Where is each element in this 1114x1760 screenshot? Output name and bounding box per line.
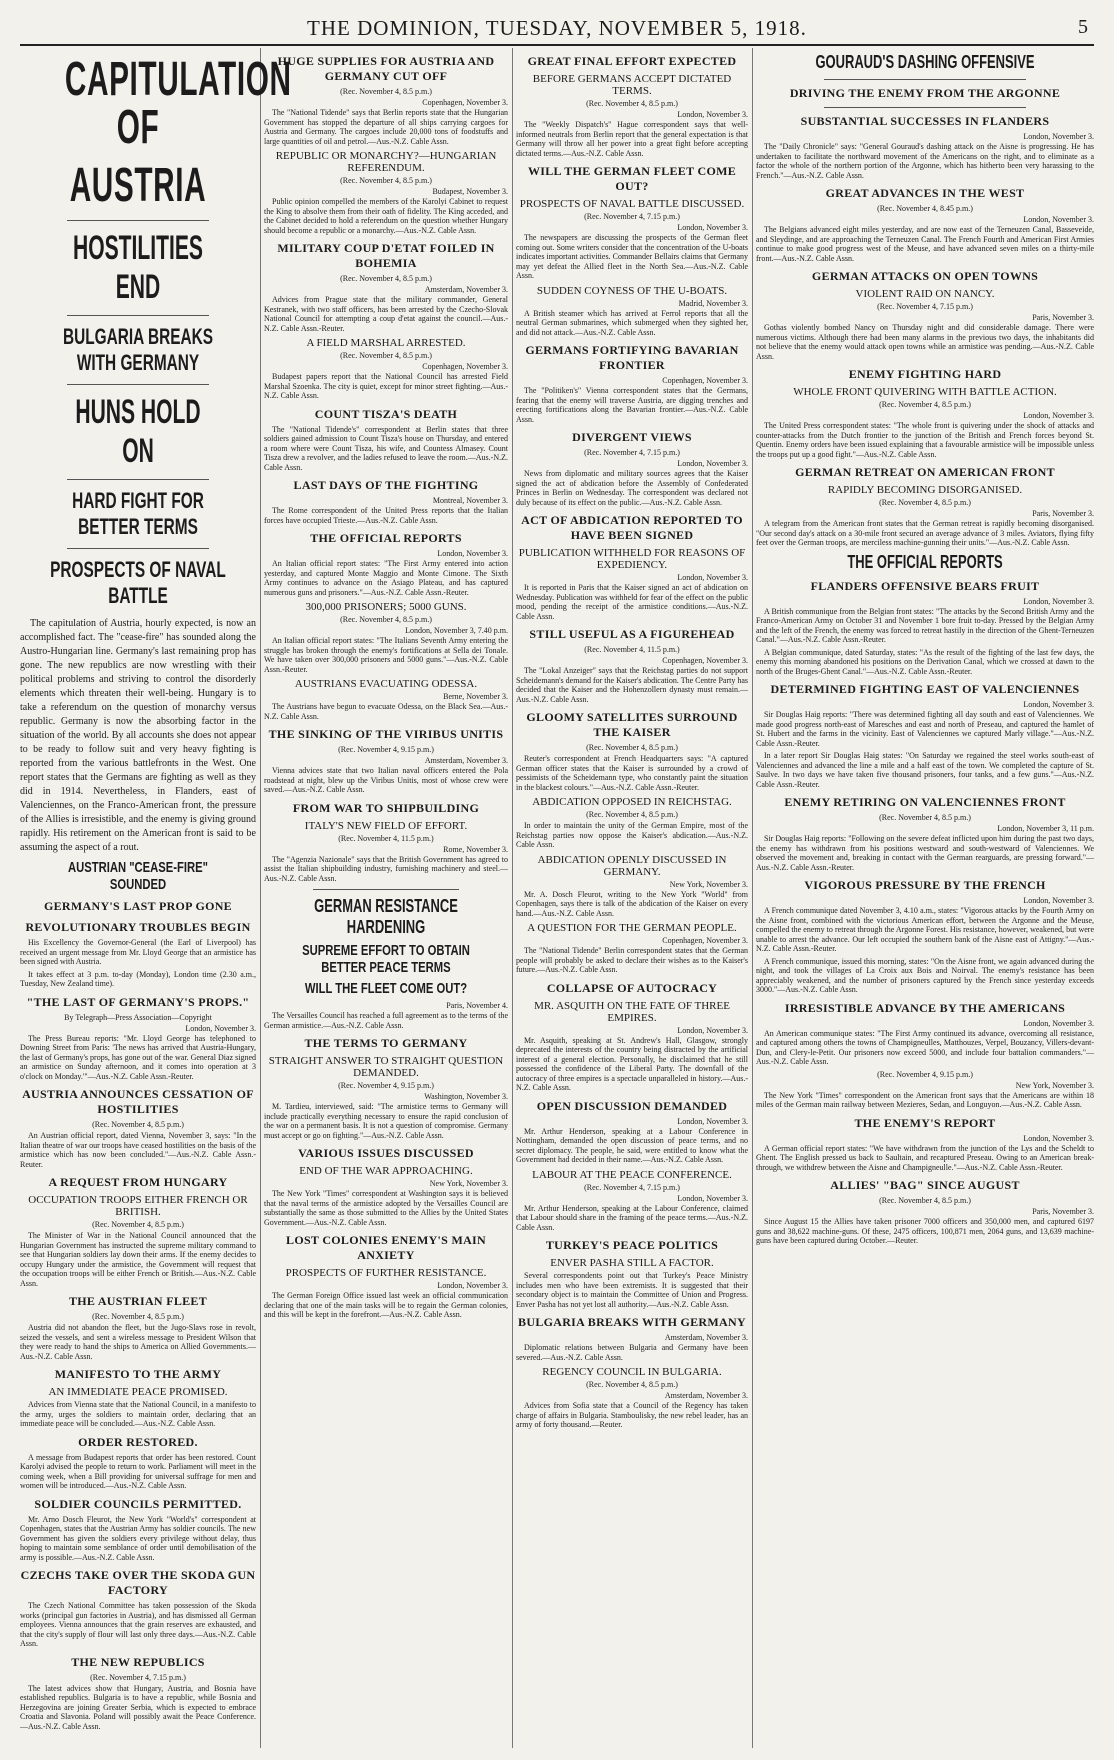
article-text: Austria did not abandon the fleet, but the Jugo-Slavs rose in revolt, seized the vessels, and sent a wireless message to President Wilson that they were ready to hand the ships to America on Allied Governments.—Aus.-N.Z. Cable Assn. <box>20 1323 256 1361</box>
subheading: TURKEY'S PEACE POLITICS <box>545 1238 719 1252</box>
masthead-title: THE DOMINION, TUESDAY, NOVEMBER 5, 1918. <box>307 16 807 40</box>
headline: PROSPECTS OF NAVAL BATTLE <box>50 557 226 608</box>
subheading: GLOOMY SATELLITES SURROUND THE KAISER <box>526 710 738 739</box>
subheading: AUSTRIA ANNOUNCES CESSATION OF HOSTILITIES <box>22 1087 254 1116</box>
article-text: It is reported in Paris that the Kaiser signed an act of abdication on Wednesday. Publication was withheld for fear of the effect on the public mood, pending the receipt of the armistice conditions.—Aus.-N.Z. Cable Assn. <box>516 583 748 621</box>
subheading: MANIFESTO TO THE ARMY <box>54 1367 222 1381</box>
article-text: The "National Tidende" says that Berlin reports state that the Hungarian Government has stopped the departure of all ships carrying cargoes for Austria and Germany. The cargoes include 20,000 tons of foodstuffs and large quantities of oil and petrol.—Aus.-N.Z. Cable Assn. <box>264 108 508 146</box>
divider <box>313 889 459 890</box>
subheading: HUGE SUPPLIES FOR AUSTRIA AND GERMANY CUT OFF <box>277 54 495 83</box>
dateline: (Rec. November 4, 8.5 p.m.) <box>340 274 432 283</box>
article-text: A Belgian communique, dated Saturday, states: "As the result of the fighting of the last few days, the enemy this morning abandoned his positions on the Derivation Canal, which we crossed at dawn to the north of the Bruges-Ghent Canal."—Aus.-N.Z. Cable Assn.-Reuter. <box>756 647 1094 676</box>
headline: HOSTILITIES END <box>72 229 204 306</box>
location-line: Amsterdam, November 3. <box>424 285 508 294</box>
article-text: An Italian official report states: "The First Army entered into action yesterday, and captured Monte Maggio and Monte Cimone. The Sixth Army continues to advance on the Asiago Plateau, and has captured numerous guns and prisoners."—Aus.-N.Z. Cable Assn.-Reuter. <box>264 559 508 597</box>
location-line: Copenhagen, November 3. <box>662 936 748 945</box>
subheading: GREAT FINAL EFFORT EXPECTED <box>527 54 737 68</box>
article-text: Mr. Asquith, speaking at St. Andrew's Hall, Glasgow, strongly deprecated the interests of the country being distracted by the artificial interest of a general election. Personally, he disclaimed that he still possessed the confidence of the Liberal Party. The downfall of the autocracy of three empires is a spectacle unparalleled in history.—Aus.-N.Z. Cable Assn. <box>516 1035 748 1092</box>
article-text: The Minister of War in the National Council announced that the Hungarian Government has instructed the supreme military command to see that Hungarian soldiers lay down their arms. If the enemy decides to occupy Hungary under the armistice, the Government will request that the occupation troops will be either French or British.—Aus.-N.Z. Cable Assn. <box>20 1231 256 1288</box>
article-text: The Czech National Committee has taken possession of the Skoda works (principal gun factories in Austria), and has dismissed all German employees. Vienna announces that the grain reserves are exhausted, and that the city's supply of flour will last only three days.—Aus.-N.Z. Cable Assn. <box>20 1601 256 1648</box>
masthead <box>20 14 1094 46</box>
subheading: IRRESISTIBLE ADVANCE BY THE AMERICANS <box>784 1000 1066 1015</box>
subheading: THE OFFICIAL REPORTS <box>310 531 462 545</box>
article-text: Advices from Sofia state that a Council of the Regency has taken charge of affairs in Bulgaria. Stamboulisky, the new rebel leader, has an army of forty thousand.—Reuter. <box>516 1401 748 1429</box>
subheading: THE AUSTRIAN FLEET <box>68 1294 208 1308</box>
dateline: (Rec. November 4, 8.5 p.m.) <box>92 1312 184 1321</box>
article-text: Several correspondents point out that Turkey's Peace Ministry includes men who have been extremists. It is suggested that their secondary object is to maintain the Committee of Union and Progress. Enver Pasha has not yet lost all authority.—Aus.-N.Z. Cable Assn. <box>516 1271 748 1309</box>
location-line: Rome, November 3. <box>443 844 508 854</box>
column-4 <box>756 48 1094 1748</box>
location-line: Paris, November 3. <box>1032 313 1094 322</box>
article-text: Advices from Vienna state that the National Council, in a manifesto to the army, urges the soldiers to maintain order, declaring that an immediate peace will be concluded.—Aus.-N.Z. Cable Assn. <box>20 1400 256 1428</box>
article-text: Since August 15 the Allies have taken prisoner 7000 officers and 350,000 men, and captured 6197 guns and 38,622 machine-guns. Of these, 2475 officers, 100,871 men, 2064 guns, and 13,639 machine-guns have been captured during October.—Reuter. <box>756 1217 1094 1245</box>
location-line: Copenhagen, November 3. <box>422 98 508 107</box>
subheading: ENVER PASHA STILL A FACTOR. <box>550 1257 714 1269</box>
location-line: London, November 3. <box>1023 896 1094 905</box>
article-text: The Versailles Council has reached a full agreement as to the terms of the German armistice.—Aus.-N.Z. Cable Assn. <box>264 1011 508 1030</box>
article-text: A message from Budapest reports that order has been restored. Count Karolyi advised the people to return to work. Parliament will meet in the coming week, when a Bill providing for universal suffrage for men and women will be introduced.—Aus.-N.Z. Cable Assn. <box>20 1452 256 1490</box>
subheading: SUBSTANTIAL SUCCESSES IN FLANDERS <box>800 114 1050 128</box>
subheading: ENEMY FIGHTING HARD <box>848 367 1002 381</box>
subheading: MR. ASQUITH ON THE FATE OF THREE EMPIRES. <box>534 999 730 1024</box>
dateline: (Rec. November 4, 9.15 p.m.) <box>338 745 434 754</box>
subheading: ABDICATION OPENLY DISCUSSED IN GERMANY. <box>537 853 727 878</box>
location-line: Copenhagen, November 3. <box>662 656 748 665</box>
article-text: A British steamer which has arrived at Ferrol reports that all the neutral German submarines, which submerged when they sighted her, and did not attack.—Aus.-N.Z. Cable Assn. <box>516 308 748 337</box>
dateline: (Rec. November 4, 8.5 p.m.) <box>586 810 678 819</box>
divider <box>67 548 209 549</box>
subheading: COUNT TISZA'S DEATH <box>314 406 458 421</box>
subheading: GERMANY'S LAST PROP GONE <box>43 899 232 913</box>
dateline: (Rec. November 4, 8.5 p.m.) <box>879 400 971 409</box>
dateline: (Rec. November 4, 8.5 p.m.) <box>586 99 678 108</box>
subheading: DETERMINED FIGHTING EAST OF VALENCIENNES <box>770 682 1080 696</box>
subheading: PROSPECTS OF NAVAL BATTLE DISCUSSED. <box>519 198 745 210</box>
location-line: London, November 3. <box>677 110 748 119</box>
dateline: (Rec. November 4, 8.5 p.m.) <box>92 1220 184 1229</box>
location-line: London, November 3. <box>1023 411 1094 420</box>
headline: THE OFFICIAL REPORTS <box>847 551 1003 572</box>
location-line: London, November 3. <box>1023 700 1094 709</box>
location-line: London, November 3. <box>677 1193 748 1203</box>
subheading: WHOLE FRONT QUIVERING WITH BATTLE ACTION. <box>793 386 1057 398</box>
subheading: THE TERMS TO GERMANY <box>304 1036 468 1050</box>
article-text: The "Politiken's" Vienna correspondent states that the Germans, fearing that the enemy will traverse Austria, are digging trenches and erecting fortifications along the Bavarian frontier.—Aus.-N.Z. Cable Assn. <box>516 386 748 424</box>
divider <box>824 79 1027 80</box>
article-text: Mr. A. Dosch Fleurot, writing to the New York "World" from Copenhagen, says there is talk of the abdication of the Kaiser on every hand.—Aus.-N.Z. Cable Assn. <box>516 889 748 918</box>
subheading: SUDDEN COYNESS OF THE U-BOATS. <box>536 284 728 297</box>
article-text: A British communique from the Belgian front states: "The attacks by the Second British Army and the Franco-American Army on October 31 and November 1 bore fruit to-day. Pressed by the Belgian Army and the left of the French, the enemy was forced to retreat hastily in the direction of the Ghent-Terneuzen Canal."—Aus.-N.Z. Cable Assn.-Reuter. <box>756 606 1094 644</box>
subheading: ENEMY RETIRING ON VALENCIENNES FRONT <box>784 795 1066 809</box>
subheading: OPEN DISCUSSION DEMANDED <box>536 1098 728 1113</box>
article-text: A French communique, issued this morning, states: "On the Aisne front, we again advanced during the night, and took the villages of La Croix aux Bois and Noirval. The enemy's resistance has been appreciably weakened, and the number of prisoners captured by the French since yesterday exceeds 3000."—Aus.-N.Z. Cable Assn. <box>756 956 1094 994</box>
location-line: London, November 3. <box>677 1025 748 1035</box>
location-line: Paris, November 3. <box>1032 509 1094 518</box>
dateline: (Rec. November 4, 8.5 p.m.) <box>586 1380 678 1389</box>
dateline: (Rec. November 4, 7.15 p.m.) <box>90 1672 186 1682</box>
article-text: The New York "Times" correspondent at Washington says it is believed that the naval terms of the armistice adopted by the Versailles Council are substantially the same as those submitted to the Allies by the United States Government.—Aus.-N.Z. Cable Assn. <box>264 1189 508 1227</box>
subheading: THE SINKING OF THE VIRIBUS UNITIS <box>268 727 504 741</box>
subheading: FROM WAR TO SHIPBUILDING <box>292 800 480 815</box>
subheading: GREAT ADVANCES IN THE WEST <box>825 186 1025 200</box>
article-text: Vienna advices state that two Italian naval officers entered the Pola roadstead at night, blew up the Viribus Unitis, most of whose crew were saved.—Aus.-N.Z. Cable Assn. <box>264 766 508 794</box>
location-line: Berne, November 3. <box>443 692 508 701</box>
article-text: The New York "Times" correspondent on the American front says that the Americans are within 18 miles of the German main railway between Mezieres, Sedan, and Longuyon.—Aus.-N.Z. Cable Assn. <box>756 1090 1094 1109</box>
subheading: A FIELD MARSHAL ARRESTED. <box>306 337 466 349</box>
subheading: STRAIGHT ANSWER TO STRAIGHT QUESTION DEMANDED. <box>268 1055 504 1079</box>
subheading: GERMAN RETREAT ON AMERICAN FRONT <box>795 465 1055 479</box>
location-line: London, November 3. <box>677 573 748 582</box>
dateline: (Rec. November 4, 8.5 p.m.) <box>879 498 971 507</box>
column-1 <box>20 48 292 1748</box>
dateline: (Rec. November 4, 8.5 p.m.) <box>92 1120 184 1129</box>
subheading: ACT OF ABDICATION REPORTED TO HAVE BEEN SIGNED <box>521 513 743 542</box>
location-line: Copenhagen, November 3. <box>662 376 748 385</box>
subheading: COLLAPSE OF AUTOCRACY <box>546 980 718 995</box>
article-text: Sir Douglas Haig reports: "There was determined fighting all day south and east of Valenciennes. We made good progress north-east of Maresches and east and north of Preseau, and captured the hamlet of St. Hubert and the farms in the vicinity. East of Valenciennes we captured Marly village."—Aus.-N.Z. Cable Assn.-Reuter. <box>756 710 1094 748</box>
article-text: Diplomatic relations between Bulgaria and Germany have been severed.—Aus.-N.Z. Cable Assn. <box>516 1343 748 1362</box>
location-line: London, November 3. <box>677 223 748 232</box>
location-line: Paris, November 4. <box>446 1001 508 1010</box>
headline: BULGARIA BREAKS WITH GERMANY <box>62 324 213 375</box>
subheading: MILITARY COUP D'ETAT FOILED IN BOHEMIA <box>277 241 495 270</box>
dateline: (Rec. November 4, 8.5 p.m.) <box>879 813 971 822</box>
column-rule <box>512 48 513 1748</box>
subheading: VARIOUS ISSUES DISCUSSED <box>298 1146 474 1160</box>
subheading: "THE LAST OF GERMANY'S PROPS." <box>26 994 250 1009</box>
dateline: (Rec. November 4, 8.5 p.m.) <box>340 615 432 624</box>
location-line: Madrid, November 3. <box>678 298 748 308</box>
column-2 <box>264 48 508 1748</box>
location-line: London, November 3, 7.40 p.m. <box>405 626 508 635</box>
article-text: Budapest papers report that the National Council has arrested Field Marshal Szoenka. The city is quiet, except for minor street fighting.—Aus.-N.Z. Cable Assn. <box>264 372 508 400</box>
location-line: New York, November 3. <box>429 1179 508 1188</box>
location-line: Paris, November 3. <box>1032 1207 1094 1216</box>
location-line: London, November 3. <box>185 1023 256 1033</box>
article-text: The "National Tidende" Berlin correspondent states that the German people will probably be asked to declare their wishes as to the Kaiser's future.—Aus.-N.Z. Cable Assn. <box>516 946 748 974</box>
subheading: GERMAN ATTACKS ON OPEN TOWNS <box>811 269 1039 283</box>
dateline: By Telegraph—Press Association—Copyright <box>64 1012 212 1022</box>
article-text: The "Weekly Dispatch's" Hague correspondent says that well-informed neutrals from Berlin report that the general expectation is that Germany will throw all her power into a great fight before accepting dictated terms.—Aus.-N.Z. Cable Assn. <box>516 120 748 158</box>
subheading: CZECHS TAKE OVER THE SKODA GUN FACTORY <box>20 1568 256 1597</box>
location-line: London, November 3. <box>677 459 748 468</box>
lead-paragraph: The capitulation of Austria, hourly expected, is now an accomplished fact. The "cease-fire" has sounded along the Austro-Hungarian line. Germany's last remaining prop has gone. The new republics are now wrestling with their political problems and striving to control the disorderly elements which threaten their well-being. Hungary is to take a referendum on the question of monarchy versus republic. Germany is now the absorbing factor in the situation of the world. By all accounts she does not appear to be ready to follow suit and very heavy fighting is reported from the various battlefronts in the West. One report states that the Germans are fighting as well as they did in 1914. Nevertheless, in Flanders, east of Valenciennes, on the Franco-American front, the pressure of the Allies is irresistible, and the enemy is giving ground rapidly. His retirement on the American front is said to be assuming the aspect of a rout. <box>20 618 256 853</box>
location-line: London, November 3. <box>1023 215 1094 224</box>
dateline: (Rec. November 4, 11.5 p.m.) <box>338 833 434 843</box>
subheading: 300,000 PRISONERS; 5000 GUNS. <box>305 601 467 613</box>
subheading: A REQUEST FROM HUNGARY <box>48 1175 228 1189</box>
headline: CAPITULATION OF <box>64 53 292 154</box>
article-text: The Austrians have begun to evacuate Odessa, on the Black Sea.—Aus.-N.Z. Cable Assn. <box>264 702 508 721</box>
headline: GOURAUD'S DASHING OFFENSIVE <box>815 52 1035 72</box>
article-text: Advices from Prague state that the military commander, General Kestranek, with two staff officers, has been arrested by the Czecho-Slovak National Council for attempting a coup d'etat against the council.—Aus.-N.Z. Cable Assn.-Reuter. <box>264 295 508 333</box>
location-line: London, November 3. <box>677 1116 748 1126</box>
article-text: Gothas violently bombed Nancy on Thursday night and did considerable damage. There were numerous victims. Although there had been many alarms in the previous two days, the inhabitants did not believe that the enemy would attack open towns while an armistice was pending.—Aus.-N.Z. Cable Assn. <box>756 323 1094 361</box>
subheading: BULGARIA BREAKS WITH GERMANY <box>518 1315 746 1329</box>
article-text: The "Lokal Anzeiger" says that the Reichstag parties do not support Scheidemann's demand for the Kaiser's abdication. The Centre Party has decided that the Kaiser and the Hohenzollern dynasty must remain.—Aus.-N.Z. Cable Assn. <box>516 666 748 704</box>
headline: GERMAN RESISTANCE HARDENING <box>314 896 458 937</box>
divider <box>67 220 209 221</box>
location-line: London, November 3. <box>437 549 508 558</box>
location-line: London, November 3. <box>1023 132 1094 141</box>
section-heading: AUSTRIAN "CEASE-FIRE" SOUNDED <box>67 859 209 893</box>
dateline: (Rec. November 4, 9.15 p.m.) <box>877 1069 973 1079</box>
article-text: A telegram from the American front states that the German retreat is rapidly becoming disorganised. "Our second day's attack on a 30-mile front secured an average advance of 3 miles. Aviators, flying fifty feet over the German troops, are merciless machine-gunning their units."—Aus.-N.Z. Cable Assn. <box>756 519 1094 547</box>
subheading: AUSTRIANS EVACUATING ODESSA. <box>294 678 478 690</box>
dateline: (Rec. November 4, 7.15 p.m.) <box>584 448 680 457</box>
article-text: In order to maintain the unity of the German Empire, most of the Reichstag parties now oppose the Kaiser's abdication.—Aus.-N.Z. Cable Assn. <box>516 821 748 849</box>
subheading: ALLIES' "BAG" SINCE AUGUST <box>830 1178 1020 1192</box>
subheading: THE NEW REPUBLICS <box>71 1654 205 1669</box>
dateline: (Rec. November 4, 7.15 p.m.) <box>584 1182 680 1192</box>
subheading: STILL USEFUL AS A FIGUREHEAD <box>529 627 735 641</box>
article-text: News from diplomatic and military sources agrees that the Kaiser signed the act of abdication before the Assembly of Confederated Princes in Berlin on Wednesday. The correspondent was declared not duly because of its effect on the public.—Aus.-N.Z. Cable Assn. <box>516 469 748 507</box>
article-text: His Excellency the Governor-General (the Earl of Liverpool) has received an urgent message from Mr. Lloyd George that an armistice has been signed with Austria. <box>20 938 256 966</box>
subheading: PUBLICATION WITHHELD FOR REASONS OF EXPEDIENCY. <box>518 547 746 571</box>
page-number: 5 <box>1078 16 1088 38</box>
dateline: (Rec. November 4, 11.5 p.m.) <box>584 645 680 654</box>
subheading: LABOUR AT THE PEACE CONFERENCE. <box>532 1168 732 1181</box>
dateline: (Rec. November 4, 8.5 p.m.) <box>340 87 432 96</box>
location-line: London, November 3. <box>1023 596 1094 606</box>
dateline: (Rec. November 4, 8.5 p.m.) <box>340 176 432 185</box>
article-text: An Austrian official report, dated Vienna, November 3, says: "In the Italian theatre of war our troops have ceased hostilities on the basis of the armistice which has now been concluded."—Aus.-N.Z. Cable Assn.-Reuter. <box>20 1131 256 1169</box>
divider <box>824 107 1027 108</box>
location-line: Copenhagen, November 3. <box>422 362 508 371</box>
subheading: REVOLUTIONARY TROUBLES BEGIN <box>25 920 251 934</box>
dateline: (Rec. November 4, 7.15 p.m.) <box>877 302 973 311</box>
divider <box>67 315 209 316</box>
location-line: Montreal, November 3. <box>432 496 508 505</box>
subheading: VIOLENT RAID ON NANCY. <box>855 288 995 300</box>
subheading: VIGOROUS PRESSURE BY THE FRENCH <box>804 878 1046 892</box>
dateline: (Rec. November 4, 8.5 p.m.) <box>340 351 432 360</box>
column-3 <box>516 48 748 1748</box>
location-line: Amsterdam, November 3. <box>664 1391 748 1400</box>
article-text: Mr. Arthur Henderson, speaking at the Labour Conference, claimed that Labour should share in the framing of the peace terms.—Aus.-N.Z. Cable Assn. <box>516 1203 748 1232</box>
subheading: LAST DAYS OF THE FIGHTING <box>293 478 479 492</box>
article-text: Sir Douglas Haig reports: "Following on the severe defeat inflicted upon him during the past two days, the enemy has withdrawn from his positions westward and south-westward of Valenciennes. We observed the movement and, breaking in contact with the German rearguards, are pressing forward."—Aus.-N.Z. Cable Assn.-Reuter. <box>756 834 1094 872</box>
dateline: (Rec. November 4, 8.5 p.m.) <box>586 743 678 752</box>
location-line: London, November 3. <box>1023 1018 1094 1028</box>
location-line: Budapest, November 3. <box>432 187 508 196</box>
subheading: RAPIDLY BECOMING DISORGANISED. <box>827 484 1023 496</box>
subheading: REGENCY COUNCIL IN BULGARIA. <box>542 1366 722 1378</box>
subheading: END OF THE WAR APPROACHING. <box>299 1165 473 1177</box>
location-line: London, November 3. <box>437 1281 508 1290</box>
article-text: The Press Bureau reports: "Mr. Lloyd George has telephoned to Downing Street from Paris: 'The news has arrived that Austria-Hungary, the last of Germany's props, has gone out of the war. General Diaz signed an armistice on Sunday afternoon, and it comes into operation at 3 o'clock on Monday.'"—Aus.-N.Z. Cable Assn.-Reuter. <box>20 1033 256 1081</box>
article-text: The newspapers are discussing the prospects of the German fleet coming out. Some writers consider that the concentration of the U-boats indicates important activities. Commander Bellairs claims that Germany may yet defeat the Allied fleet in the North Sea.—Aus.-N.Z. Cable Assn. <box>516 233 748 280</box>
divider <box>67 384 209 385</box>
location-line: Washington, November 3. <box>424 1092 508 1101</box>
subheading: SOLDIER COUNCILS PERMITTED. <box>34 1496 242 1511</box>
article-text: Mr. Arno Dosch Fleurot, the New York "World's" correspondent at Copenhagen, states that the Austrian Army has soldier councils. The new Government has given the soldiers every privilege without delay, thus hoping to maintain some semblance of order until demobilisation of the army is possible.—Aus.-N.Z. Cable Assn. <box>20 1514 256 1562</box>
article-text: Mr. Arthur Henderson, speaking at a Labour Conference in Nottingham, demanded the open discussion of peace terms, and no secret diplomacy. The people, he said, were entitled to know what the Government had decided in their name.—Aus.-N.Z. Cable Assn. <box>516 1126 748 1164</box>
article-text: The latest advices show that Hungary, Austria, and Bosnia have established republics. Bulgaria is to have a republic, while Bosnia and Herzegovina are joining Greater Serbia, which is expected to embrace Croatia and Slavonia. Poland will possibly await the Peace Conference.—Aus.-N.Z. Cable Assn. <box>20 1683 256 1731</box>
subheading: OCCUPATION TROOPS EITHER FRENCH OR BRITISH. <box>28 1194 248 1218</box>
article-text: An American communique states: "The First Army continued its advance, overcoming all resistance, and captured among others the towns of Champigneulles, Matthouzes, Verpel, Bouzancy, Villers-devant-Dun, and Clery-le-Petit. Our prisoners now exceed 5000, and include four battalion commanders."—Aus.-N.Z. Cable Assn. <box>756 1028 1094 1066</box>
location-line: Amsterdam, November 3. <box>664 1333 748 1342</box>
subheading: A QUESTION FOR THE GERMAN PEOPLE. <box>527 922 737 934</box>
article-text: An Italian official report states: "The Italians Seventh Army entering the struggle has broken through the enemy's fortifications at Sella dei Tonale. We have taken over 300,000 prisoners and 5000 guns."—Aus.-N.Z. Cable Assn.-Reuter. <box>264 636 508 674</box>
subheading: DIVERGENT VIEWS <box>572 430 692 444</box>
subheading: FLANDERS OFFENSIVE BEARS FRUIT <box>810 578 1040 593</box>
dateline: (Rec. November 4, 8.45 p.m.) <box>877 204 973 213</box>
article-text: The German Foreign Office issued last week an official communication declaring that one of the main tasks will be to regain the German colonies, and this will be kept in the forefront.—Aus.-N.Z. Cable Assn. <box>264 1291 508 1319</box>
headline: AUSTRIA <box>69 159 207 212</box>
subheading: BEFORE GERMANS ACCEPT DICTATED TERMS. <box>532 73 732 97</box>
location-line: London, November 3, 11 p.m. <box>997 824 1094 833</box>
subheading: ITALY'S NEW FIELD OF EFFORT. <box>304 819 468 832</box>
article-text: The "Agenzia Nazionale" says that the British Government has agreed to assist the Italian shipbuilding industry, furnishing machinery and steel.—Aus.-N.Z. Cable Assn. <box>264 854 508 883</box>
subheading: ORDER RESTORED. <box>78 1434 198 1449</box>
subheading: REPUBLIC OR MONARCHY?—HUNGARIAN REFERENDUM. <box>275 150 497 174</box>
column-rule <box>752 48 753 1748</box>
dateline: (Rec. November 4, 7.15 p.m.) <box>584 212 680 221</box>
headline: HARD FIGHT FOR BETTER TERMS <box>72 488 204 539</box>
column-rule <box>260 48 261 1748</box>
article-text: It takes effect at 3 p.m. to-day (Monday), London time (2.30 a.m., Tuesday, New Zealand time). <box>20 969 256 988</box>
headline: SUPREME EFFORT TO OBTAIN BETTER PEACE TERMS <box>302 942 470 976</box>
subheading: AN IMMEDIATE PEACE PROMISED. <box>48 1386 228 1398</box>
subheading: GERMANS FORTIFYING BAVARIAN FRONTIER <box>525 343 739 372</box>
location-line: Amsterdam, November 3. <box>424 756 508 765</box>
dateline: (Rec. November 4, 8.5 p.m.) <box>879 1196 971 1205</box>
subheading: ABDICATION OPPOSED IN REICHSTAG. <box>532 796 732 808</box>
dateline: (Rec. November 4, 9.15 p.m.) <box>338 1081 434 1090</box>
location-line: New York, November 3. <box>669 879 748 889</box>
subheading: LOST COLONIES ENEMY'S MAIN ANXIETY <box>286 1233 486 1262</box>
article-text: A German official report states: "We have withdrawn from the junction of the Lys and the Scheldt to Ghent. The English pressed us back to Saultain, and recaptured Preseau. Owing to an American break-through, we withdrew between the Aisne and Champigneulle."—Aus.-N.Z. Cable Assn.-Reuter. <box>756 1143 1094 1172</box>
article-text: A French communique dated November 3, 4.10 a.m., states: "Vigorous attacks by the Fourth Army on the Aisne front, combined with the victorious American effort, between the Argonne and the Meuse, compelled the enemy to retreat through the Argonne Forest. His resistance, however, weakened, but were unable to arrest the advance. Our left occupied the southern bank of the Aisne east of Attigny."—Aus.-N.Z. Cable Assn.-Reuter. <box>756 906 1094 953</box>
article-text: Public opinion compelled the members of the Karolyi Cabinet to request the King to absolve them from their oath of fidelity. The King acceded, and the Cabinet decided to hold a referendum on the question whether Hungary should become a republic or a monarchy.—Aus.-N.Z. Cable Assn. <box>264 197 508 235</box>
article-text: The Rome correspondent of the United Press reports that the Italian forces have occupied Trieste.—Aus.-N.Z. Cable Assn. <box>264 506 508 525</box>
location-line: New York, November 3. <box>1015 1080 1094 1090</box>
subheading: WILL THE GERMAN FLEET COME OUT? <box>527 164 737 193</box>
article-text: In a later report Sir Douglas Haig states: "On Saturday we regained the steel works south-east of Valenciennes and advanced the line a mile and a half east of the town. We completed the capture of St. Saulve. In two days we have taken five thousand prisoners, four tanks, and a few guns."—Aus.-N.Z. Cable Assn.-Reuter. <box>756 751 1094 789</box>
article-text: The "Daily Chronicle" says: "General Gouraud's dashing attack on the Aisne is progressing. He has undertaken to facilitate the northward movement of the Americans on the right, and to eliminate as a factor the whole of the northern portion of the Argonne, which has hitherto been very harassing to the French."—Aus.-N.Z. Cable Assn. <box>756 142 1094 180</box>
subheading: DRIVING THE ENEMY FROM THE ARGONNE <box>789 86 1061 100</box>
subheading: PROSPECTS OF FURTHER RESISTANCE. <box>285 1267 487 1279</box>
divider <box>67 479 209 480</box>
article-text: M. Tardieu, interviewed, said: "The armistice terms to Germany will include practically everything necessary to ensure the rapid conclusion of the war on a permanent basis. It is not a question of compromise. Germany must accept or go on fighting."—Aus.-N.Z. Cable Assn. <box>264 1102 508 1140</box>
article-text: Reuter's correspondent at French Headquarters says: "A captured German officer states that the Kaiser is surrounded by a crowd of pessimists of the Scheidemann type, who constantly paint the situation in the blackest colours."—Aus.-N.Z. Cable Assn.-Reuter. <box>516 754 748 792</box>
article-text: The "National Tidende's" correspondent at Berlin states that three soldiers gained admission to Count Tisza's house on Thursday, and entered a room where were Count Tisza, his wife, and Countess Almasey. Count Tisza drew a revolver, and the ladies refused to leave the room.—Aus.-N.Z. Cable Assn. <box>264 424 508 472</box>
headline: HUNS HOLD ON <box>75 393 201 470</box>
article-text: The United Press correspondent states: "The whole front is quivering under the shock of attacks and counter-attacks from the Dutch frontier to the junction of the British and French forces beyond St. Quentin. Enemy orders have been issued explaining that a favourable armistice will be impossible unless the troops put up a good fight."—Aus.-N.Z. Cable Assn. <box>756 421 1094 459</box>
subheading: THE ENEMY'S REPORT <box>854 1115 996 1130</box>
article-text: The Belgians advanced eight miles yesterday, and are now east of the Terneuzen Canal, Basseveide, and Sleydinge, and are approaching the Terneuzen Canal. The French Fourth and American First Armies continue to make good progress west of the Meuse, and have advanced seven miles on a thirty-mile front.—Aus.-N.Z. Cable Assn. <box>756 225 1094 263</box>
location-line: London, November 3. <box>1023 1133 1094 1143</box>
headline: WILL THE FLEET COME OUT? <box>304 980 468 997</box>
